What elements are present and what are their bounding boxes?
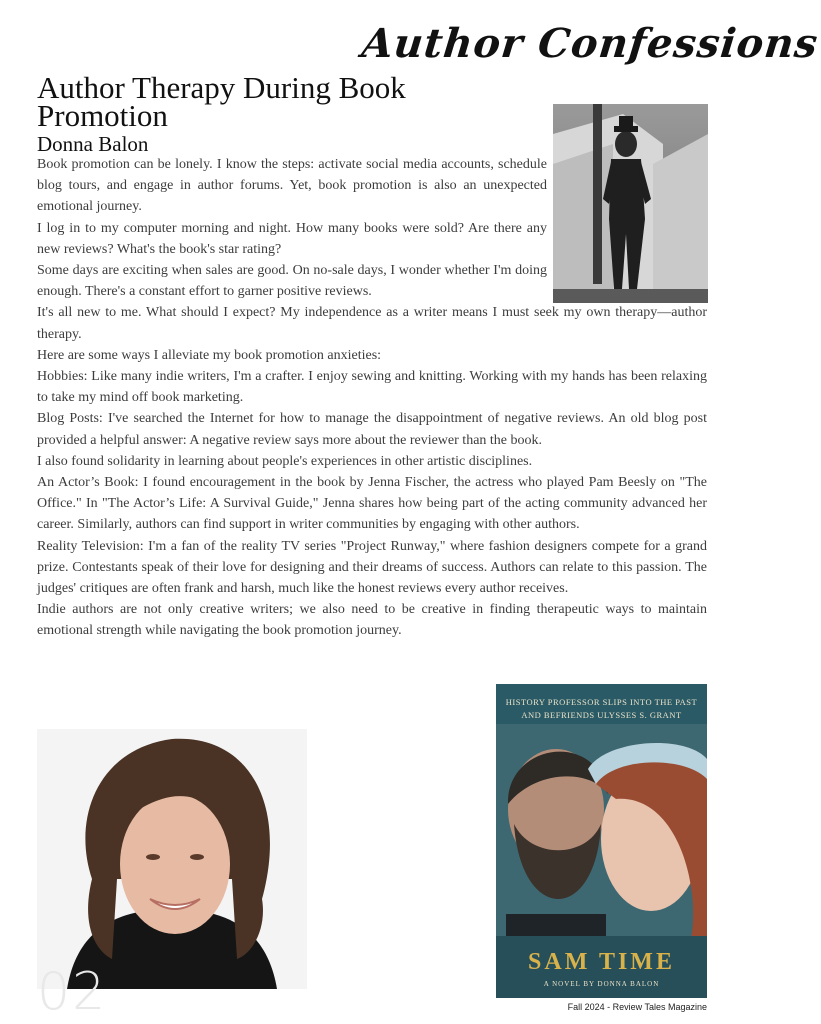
article-title: Author Therapy During Book Promotion <box>37 70 406 133</box>
paragraph: Reality Television: I'm a fan of the reality TV series "Project Runway," where fashion designers compete for a grand prize. Contestants speak of their love for designing and their dreams of success. Authors can relate to this passion. The judges' critiques are often frank and harsh, much like the honest reviews every author receives. <box>37 538 707 597</box>
cover-tagline-line1: HISTORY PROFESSOR SLIPS INTO THE PAST <box>505 697 698 707</box>
book-cover <box>496 684 707 998</box>
footer-issue: Fall 2024 - Review Tales Magazine <box>567 1002 707 1012</box>
cover-title: SAM TIME <box>528 949 675 975</box>
paragraph: An Actor’s Book: I found encouragement in the book by Jenna Fischer, the actress who played Pam Beesly on "The Office." In "The Actor’s Life: A Survival Guide," Jenna shares how being part of the acting community advanced her career. Similarly, authors can find support in writer communities by engaging with other authors. <box>37 475 707 533</box>
section-title: Author Confessions <box>359 20 821 67</box>
paragraph: Book promotion can be lonely. I know the steps: activate social media accounts, schedule blog tours, and engage in author forums. Yet, book promotion is also an unexpected emotional journey. <box>37 157 547 215</box>
paragraph: I log in to my computer morning and night. How many books were sold? Are there any new reviews? What's the book's star rating? <box>37 220 547 257</box>
paragraph: Indie authors are not only creative writers; we also need to be creative in finding therapeutic ways to maintain emotional strength while navigating the book promotion journey. <box>37 602 707 639</box>
author-headshot-illustration <box>37 729 307 989</box>
paragraph: Here are some ways I alleviate my book promotion anxieties: <box>37 347 382 363</box>
cover-author: A NOVEL BY DONNA BALON <box>543 980 660 988</box>
paragraph: It's all new to me. What should I expect? My independence as a writer means I must seek my own therapy—author therapy. <box>37 305 707 342</box>
cover-tagline-line2: AND BEFRIENDS ULYSSES S. GRANT <box>521 710 682 720</box>
author-headshot <box>37 729 307 989</box>
article-body <box>37 154 707 642</box>
paragraph: Hobbies: Like many indie writers, I'm a crafter. I enjoy sewing and knitting. Working with my hands has been relaxing to take my mind off book marketing. <box>37 369 707 406</box>
cover-tagline <box>496 696 707 722</box>
paragraph: Blog Posts: I've searched the Internet for how to manage the disappointment of negative reviews. An old blog post provided a helpful answer: A negative review says more about the reviewer than the book. <box>37 411 707 448</box>
article-author: Donna Balon <box>37 132 149 156</box>
paragraph: Some days are exciting when sales are good. On no-sale days, I wonder whether I'm doing enough. There's a constant effort to garner positive reviews. <box>37 263 547 300</box>
paragraph: I also found solidarity in learning about people's experiences in other artistic disciplines. <box>37 453 533 469</box>
page-number: 02 <box>37 962 108 1022</box>
